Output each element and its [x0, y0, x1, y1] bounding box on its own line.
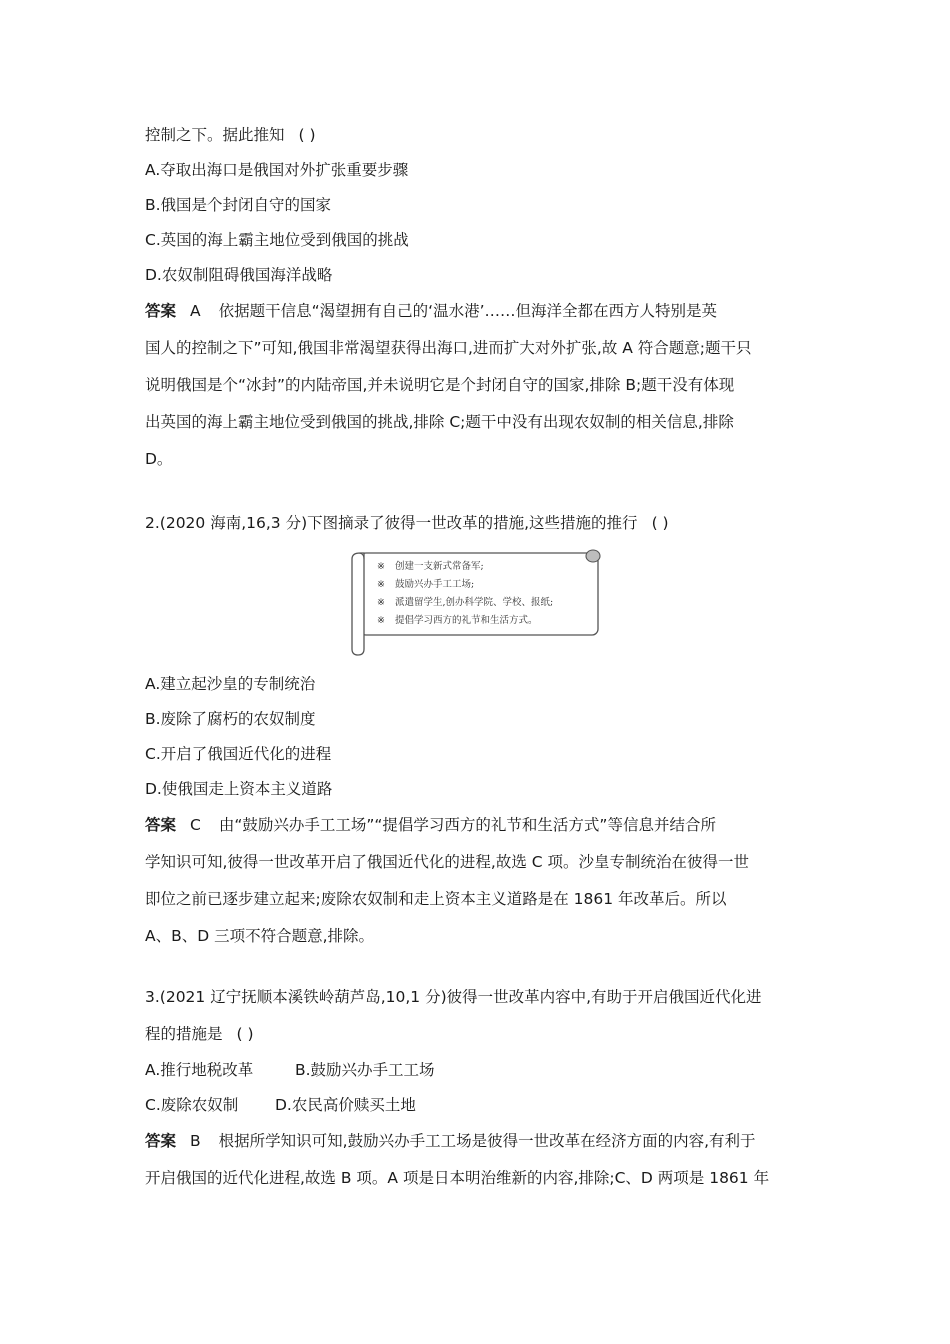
- q3-stem-cont: 程的措施是 ( ): [145, 1025, 254, 1043]
- q2-option-d: D.使俄国走上资本主义道路: [145, 780, 333, 798]
- q3-option-d: D.农民高价赎买土地: [275, 1096, 416, 1114]
- scroll-item: ※ 鼓励兴办手工工场;: [377, 579, 475, 590]
- scroll-item: ※ 提倡学习西方的礼节和生活方式。: [377, 615, 538, 626]
- q1-explanation-line: D。: [145, 450, 173, 468]
- q2-option-a: A.建立起沙皇的专制统治: [145, 675, 316, 693]
- q1-option-a: A.夺取出海口是俄国对外扩张重要步骤: [145, 161, 409, 179]
- q3-options-row-2: [145, 1088, 815, 1123]
- q1-explanation-line: 国人的控制之下”可知,俄国非常渴望获得出海口,进而扩大对外扩张,故 A 符合题意;题干只: [145, 339, 752, 357]
- q1-answer: 答案 A 依据题干信息“渴望拥有自己的‘温水港’……但海洋全都在西方人特别是英: [145, 302, 718, 320]
- q3-option-c: C.废除农奴制: [145, 1096, 239, 1114]
- scroll-item: ※ 派遣留学生,创办科学院、学校、报纸;: [377, 597, 554, 608]
- q1-option-c: C.英国的海上霸主地位受到俄国的挑战: [145, 231, 409, 249]
- q1-explanation-line: 说明俄国是个“冰封”的内陆帝国,并未说明它是个封闭自守的国家,排除 B;题干没有体现: [145, 376, 735, 394]
- q3-stem: 3.(2021 辽宁抚顺本溪铁岭葫芦岛,10,1 分)彼得一世改革内容中,有助于开启俄国近代化进: [145, 988, 762, 1006]
- q2-answer: 答案 C 由“鼓励兴办手工工场”“提倡学习西方的礼节和生活方式”等信息并结合所: [145, 816, 716, 834]
- q3-option-b: B.鼓励兴办手工工场: [295, 1061, 435, 1079]
- q2-explanation-line: 学知识可知,彼得一世改革开启了俄国近代化的进程,故选 C 项。沙皇专制统治在彼得一世: [145, 853, 750, 871]
- q2-stem: 2.(2020 海南,16,3 分)下图摘录了彼得一世改革的措施,这些措施的推行 ( ): [145, 514, 669, 532]
- q3-answer: 答案 B 根据所学知识可知,鼓励兴办手工工场是彼得一世改革在经济方面的内容,有利于: [145, 1132, 756, 1150]
- q2-explanation-line: A、B、D 三项不符合题意,排除。: [145, 927, 375, 945]
- q2-option-b: B.废除了腐朽的农奴制度: [145, 710, 316, 728]
- document-page: [145, 118, 815, 1197]
- q1-explanation-line: 出英国的海上霸主地位受到俄国的挑战,排除 C;题干中没有出现农奴制的相关信息,排除: [145, 413, 734, 431]
- q1-option-d: D.农奴制阻碍俄国海洋战略: [145, 266, 333, 284]
- q2-scroll-figure: [145, 541, 815, 667]
- q2-option-c: C.开启了俄国近代化的进程: [145, 745, 332, 763]
- q3-options-row-1: [145, 1053, 815, 1088]
- q3-option-a: A.推行地税改革: [145, 1061, 254, 1079]
- q1-option-b: B.俄国是个封闭自守的国家: [145, 196, 332, 214]
- scroll-item: ※ 创建一支新式常备军;: [377, 561, 484, 572]
- q2-explanation-line: 即位之前已逐步建立起来;废除农奴制和走上资本主义道路是在 1861 年改革后。所以: [145, 890, 727, 908]
- scroll-item-list: [377, 558, 607, 630]
- q1-stem: 控制之下。据此推知 ( ): [145, 126, 316, 144]
- q3-explanation-line: 开启俄国的近代化进程,故选 B 项。A 项是日本明治维新的内容,排除;C、D 两项是 1861 年: [145, 1169, 770, 1187]
